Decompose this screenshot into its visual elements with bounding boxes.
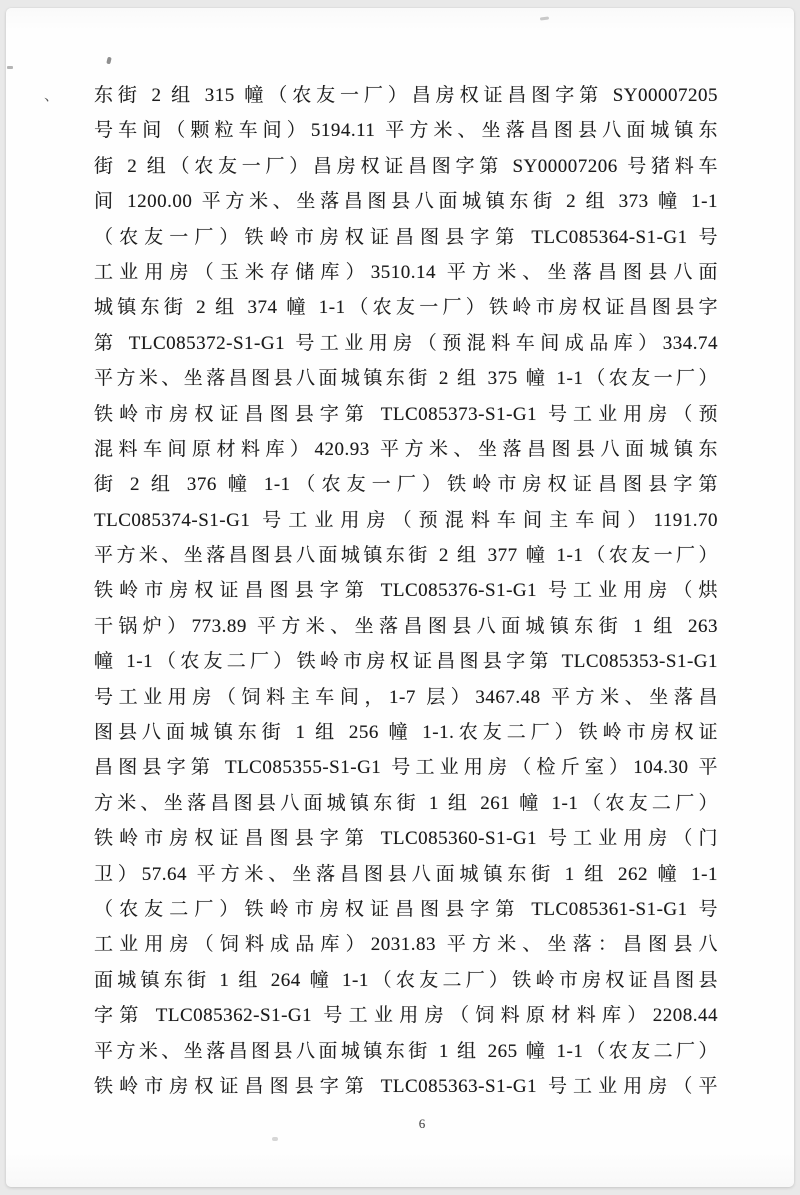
text-line: 铁岭市房权证昌图县字第 TLC085360-S1-G1 号工业用房（门 bbox=[94, 828, 718, 850]
text-line: 铁岭市房权证昌图县字第 TLC085363-S1-G1 号工业用房（平 bbox=[94, 1075, 718, 1097]
text-line: 间 1200.00 平方米、坐落昌图县八面城镇东街 2 组 373 幢 1-1 bbox=[94, 191, 718, 213]
text-line: （农友一厂）铁岭市房权证昌图县字第 TLC085364-S1-G1 号 bbox=[94, 226, 718, 248]
text-line: 幢 1-1（农友二厂）铁岭市房权证昌图县字第 TLC085353-S1-G1 bbox=[94, 651, 718, 673]
text-line: 东街 2 组 315 幢（农友一厂）昌房权证昌图字第 SY00007205 bbox=[94, 85, 718, 106]
margin-stray-mark: 、 bbox=[44, 88, 60, 104]
text-line: 工业用房（饲料成品库）2031.83 平方米、坐落：昌图县八 bbox=[94, 934, 718, 956]
text-line: 图县八面城镇东街 1 组 256 幢 1-1.农友二厂）铁岭市房权证 bbox=[94, 722, 718, 744]
text-line: 字第 TLC085362-S1-G1 号工业用房（饲料原材料库）2208.44 bbox=[94, 1005, 718, 1027]
text-line: 干锅炉）773.89 平方米、坐落昌图县八面城镇东街 1 组 263 bbox=[94, 615, 718, 637]
text-line: 平方米、坐落昌图县八面城镇东街 1 组 265 幢 1-1（农友二厂） bbox=[94, 1040, 718, 1062]
text-line: 号车间（颗粒车间）5194.11 平方米、坐落昌图县八面城镇东 bbox=[94, 120, 718, 142]
text-line: TLC085374-S1-G1 号工业用房（预混料车间主车间）1191.70 bbox=[94, 509, 718, 531]
text-line: 铁岭市房权证昌图县字第 TLC085376-S1-G1 号工业用房（烘 bbox=[94, 580, 718, 602]
scan-speck bbox=[272, 1137, 278, 1141]
text-line: 城镇东街 2 组 374 幢 1-1（农友一厂）铁岭市房权证昌图县字 bbox=[94, 297, 718, 319]
text-line: 号工业用房（饲料主车间，1-7 层）3467.48 平方米、坐落昌 bbox=[94, 686, 718, 708]
scan-speck bbox=[7, 66, 13, 69]
text-line: 铁岭市房权证昌图县字第 TLC085373-S1-G1 号工业用房（预 bbox=[94, 403, 718, 425]
scan-speck bbox=[106, 57, 112, 65]
page-number: 6 bbox=[418, 1116, 426, 1131]
text-line: 卫）57.64 平方米、坐落昌图县八面城镇东街 1 组 262 幢 1-1 bbox=[94, 863, 718, 885]
text-line: 平方米、坐落昌图县八面城镇东街 2 组 377 幢 1-1（农友一厂） bbox=[94, 545, 718, 567]
text-line: 昌图县字第 TLC085355-S1-G1 号工业用房（检斤室）104.30 平 bbox=[94, 757, 718, 779]
document-text bbox=[94, 78, 718, 1104]
text-line: 街 2 组（农友一厂）昌房权证昌图字第 SY00007206 号猪料车 bbox=[94, 155, 718, 177]
text-line: 工业用房（玉米存储库）3510.14 平方米、坐落昌图县八面 bbox=[94, 261, 718, 283]
scan-speck bbox=[540, 16, 549, 20]
text-line: 面城镇东街 1 组 264 幢 1-1（农友二厂）铁岭市房权证昌图县 bbox=[94, 969, 718, 991]
text-line: 平方米、坐落昌图县八面城镇东街 2 组 375 幢 1-1（农友一厂） bbox=[94, 368, 718, 390]
text-line: 第 TLC085372-S1-G1 号工业用房（预混料车间成品库）334.74 bbox=[94, 332, 718, 354]
text-line: （农友二厂）铁岭市房权证昌图县字第 TLC085361-S1-G1 号 bbox=[94, 898, 718, 920]
text-line: 街 2 组 376 幢 1-1（农友一厂）铁岭市房权证昌图县字第 bbox=[94, 474, 718, 496]
text-line: 方米、坐落昌图县八面城镇东街 1 组 261 幢 1-1（农友二厂） bbox=[94, 792, 718, 814]
document-page bbox=[6, 8, 794, 1187]
text-line: 混料车间原材料库）420.93 平方米、坐落昌图县八面城镇东 bbox=[94, 438, 718, 460]
